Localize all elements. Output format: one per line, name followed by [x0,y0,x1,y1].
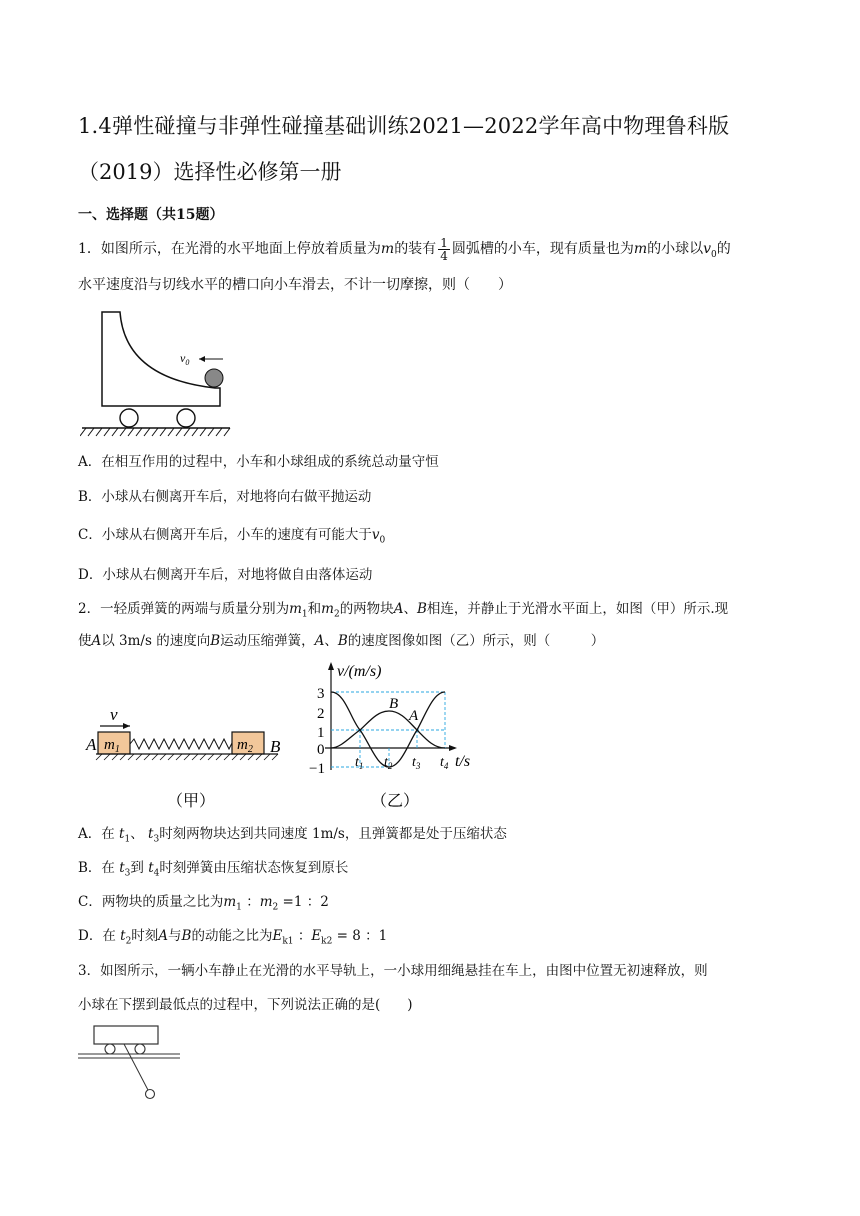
y-tick-1: 1 [317,725,325,741]
y-tick-3: 3 [317,686,325,702]
q1-option-d[interactable]: D．小球从右侧离开车后，对地将做自由落体运动 [78,567,373,583]
section-heading: 一、选择题（共15题） [78,207,224,223]
q2-option-d[interactable]: D．在 $t_2$时刻A与B的动能之比为$E_{k1}$ ：$E_{k2} = 8$ ：1 [78,928,388,947]
block-m2-label: $m_2$ [237,737,253,755]
document-title-line2: （2019）选择性必修第一册 [78,160,342,184]
label-a: A [86,735,97,754]
x-tick-t2: $t_2$ [384,755,393,771]
x-axis-arrow-icon [449,745,457,751]
pendulum-ball [146,1090,155,1099]
question-1-line1: 1．如图所示，在光滑的水平地面上停放着质量为m的装有 $\frac{1}{4}$ 圆弧槽的小车，现有质量也为m的小球以$v_0$的 [78,235,731,263]
pendulum-cart-figure [76,1022,186,1102]
x-tick-t4: $t_4$ [440,755,449,771]
label-b: B [270,737,281,756]
curve-label-b: B [389,696,399,712]
wheel-right [135,1044,145,1054]
question-3-line2: 小球在下摆到最低点的过程中，下列说法正确的是( ) [78,997,413,1013]
curve-a [331,692,445,767]
q2-option-a[interactable]: A．在 $t_1$、 $t_3$时刻两物块达到共同速度 1m/s，且弹簧都是处于压缩状态 [78,826,507,845]
figure-caption-jia: （甲） [167,793,216,810]
spring [130,739,248,749]
q1-option-b[interactable]: B．小球从右侧离开车后，对地将向右做平抛运动 [78,489,372,505]
y-tick-0: 0 [317,742,325,758]
q2-option-b[interactable]: B．在 $t_3$到 $t_4$时刻弹簧由压缩状态恢复到原长 [78,860,349,879]
y-axis-arrow-icon [328,662,334,670]
document-title: 1.4弹性碰撞与非弹性碰撞基础训练2021—2022学年高中物理鲁科版 [78,114,730,138]
wheel-left [105,1044,115,1054]
velocity-time-graph [305,660,505,810]
curve-label-a: A [409,708,419,724]
cart-arc-figure [80,310,240,440]
question-2-line1: 2．一轻质弹簧的两端与质量分别为$m_1$和$m_2$的两物块A、B相连，并静止于光滑水平面上，如图（甲）所示.现 [78,601,729,620]
q1-option-a[interactable]: A．在相互作用的过程中，小车和小球组成的系统总动量守恒 [78,454,439,470]
cart-body [94,1026,158,1044]
figure-caption-yi: （乙） [371,793,420,810]
curve-b [331,711,445,748]
arrow-head-icon [199,356,205,362]
question-3-line1: 3．如图所示，一辆小车静止在光滑的水平导轨上，一小球用细绳悬挂在车上，由图中位置无初速释放，则 [78,963,708,979]
arrow-head-icon [123,723,130,729]
block-m1-label: $m_1$ [104,737,120,755]
wheel-left [120,409,138,427]
wheel-right [177,409,195,427]
q1-option-c[interactable]: C．小球从右侧离开车后，小车的速度有可能大于$v_0$ [78,527,386,546]
question-2-line2: 使A以 3m/s 的速度向B运动压缩弹簧，A、B的速度图像如图（乙）所示，则（ ） [78,633,605,649]
velocity-label: $v_0$ [180,351,190,367]
dashed-guides [331,692,445,767]
y-axis-label: v/(m/s) [337,663,382,680]
ball [205,369,223,387]
spring-blocks-figure [82,700,292,810]
x-tick-t3: $t_3$ [412,755,421,771]
ground-hatching [80,428,230,436]
q2-option-c[interactable]: C．两物块的质量之比为$m_1$ ：$m_2 =1$ ：2 [78,894,329,913]
y-tick-2: 2 [317,706,325,722]
fraction: $\frac{1}{4}$ [440,235,448,263]
question-1-line2: 水平速度沿与切线水平的槽口向小车滑去，不计一切摩擦，则（ ） [78,277,512,293]
x-axis-label: t/s [455,753,471,770]
velocity-label: v [110,705,118,724]
x-tick-t1: $t_1$ [355,755,364,771]
y-tick-minus1: −1 [309,761,325,777]
